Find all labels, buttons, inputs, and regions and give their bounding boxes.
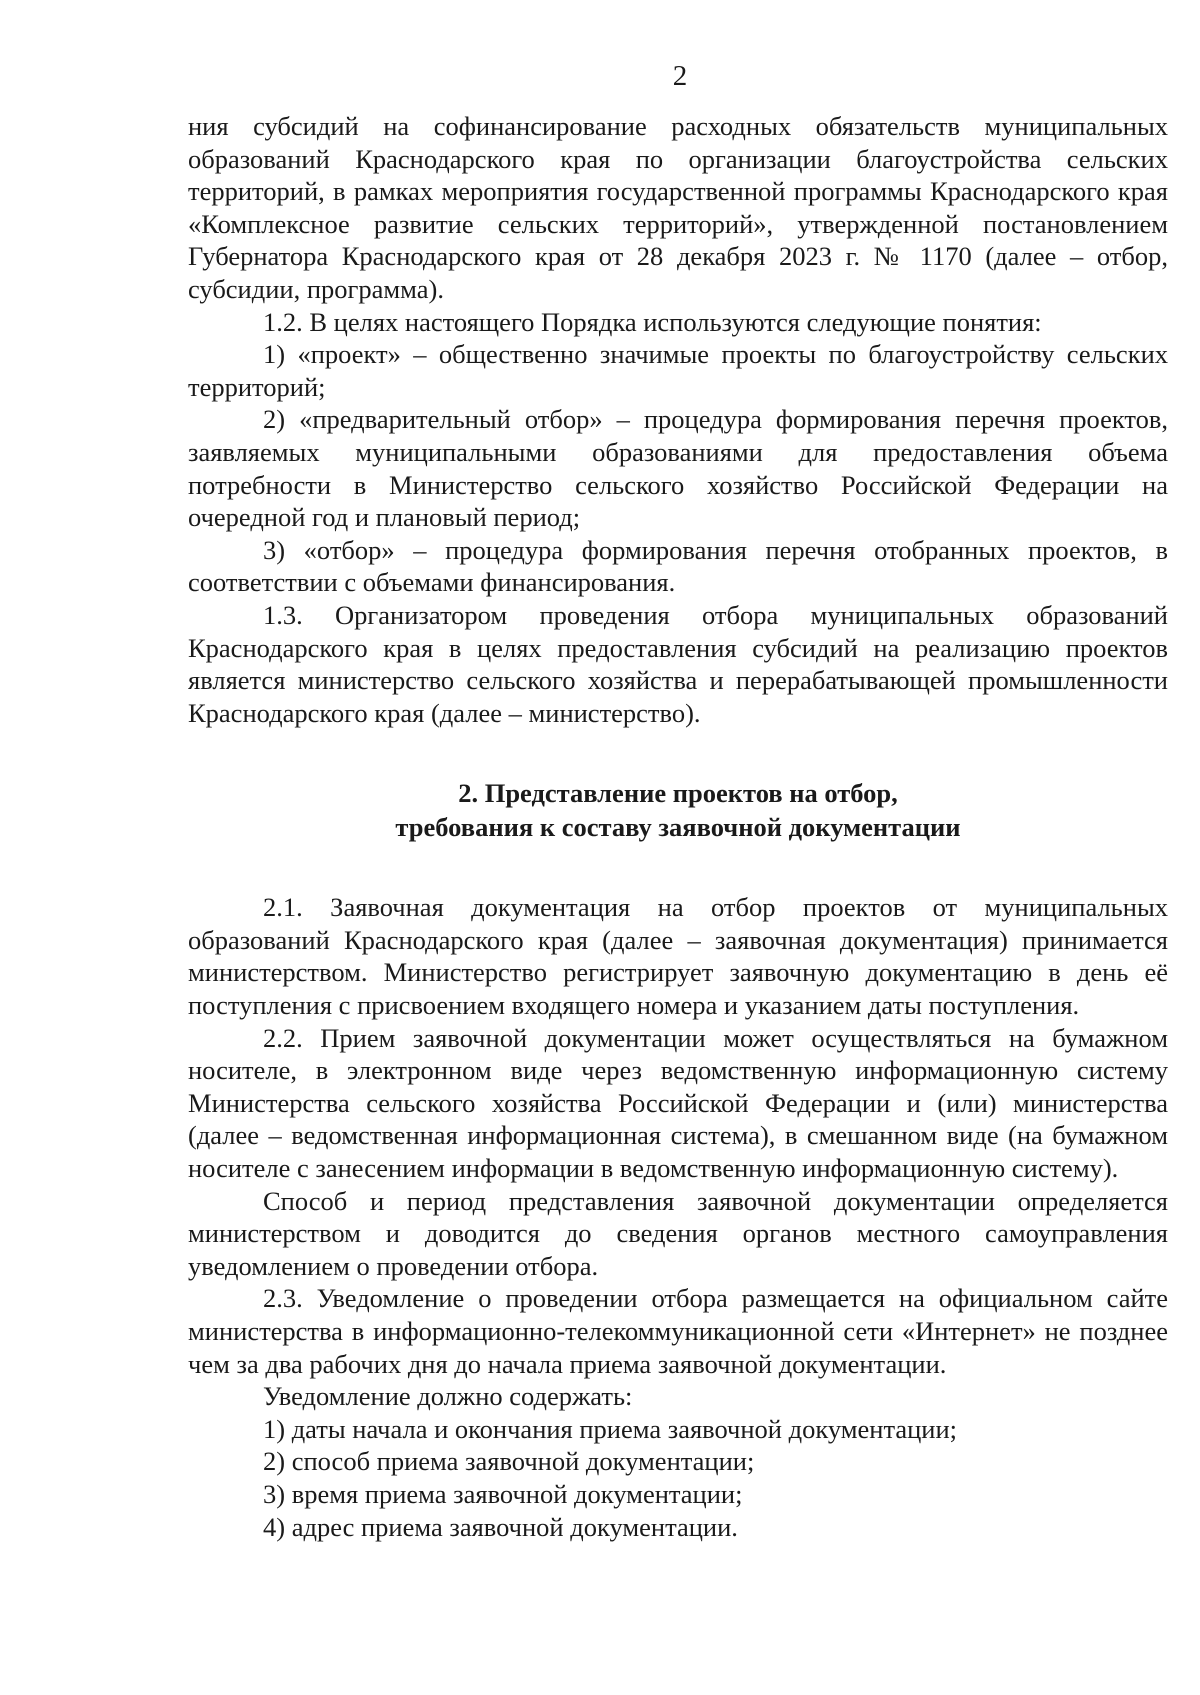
list-item-time: 3) время приема заявочной документации;: [263, 1478, 743, 1509]
definition-selection: 3) «отбор» – процедура формирования перечня отобранных проектов, в соответствии с объемами финансирования.: [188, 534, 1168, 598]
page-number: 2: [672, 60, 688, 92]
list-item-address: 4) адрес приема заявочной документации.: [263, 1511, 738, 1542]
paragraph-1-2: 1.2. В целях настоящего Порядка используются следующие понятия:: [263, 306, 1042, 337]
paragraph-continuation: ния субсидий на софинансирование расходных обязательств муниципальных образований Краснодарского края по организации благоустройства сельских территорий, в рамках мероприятия государственной программы Краснодарского края «Комплексное развитие сельских территорий», утвержденной постановлением Губернатора Краснодарского края от 28 декабря 2023 г. № 1170 (далее – отбор, субсидии, программа).: [188, 111, 1168, 304]
list-item-dates: 1) даты начала и окончания приема заявочной документации;: [263, 1413, 958, 1444]
paragraph-submission-method: Способ и период представления заявочной документации определяется министерством и доводится до сведения органов местного самоуправления уведомлением о проведении отбора.: [188, 1185, 1168, 1281]
paragraph-notice-contents: Уведомление должно содержать:: [263, 1381, 633, 1412]
section-heading: [188, 776, 1168, 844]
document-body: [188, 110, 1168, 1543]
list-item-method: 2) способ приема заявочной документации;: [263, 1446, 755, 1477]
section-heading-line-2: требования к составу заявочной документации: [395, 812, 961, 843]
definition-project: 1) «проект» – общественно значимые проекты по благоустройству сельских территорий;: [188, 339, 1168, 402]
paragraph-2-1: 2.1. Заявочная документация на отбор проектов от муниципальных образований Краснодарского края (далее – заявочная документация) принимается министерством. Министерство регистрирует заявочную документацию в день её поступления с присвоением входящего номера и указанием даты поступления.: [188, 892, 1168, 1021]
paragraph-2-3: 2.3. Уведомление о проведении отбора размещается на официальном сайте министерства в информационно-телекоммуникационной сети «Интернет» не позднее чем за два рабочих дня до начала приема заявочной документации.: [188, 1283, 1168, 1379]
section-heading-line-1: 2. Представление проектов на отбор,: [458, 778, 898, 809]
definition-preliminary-selection: 2) «предварительный отбор» – процедура формирования перечня проектов, заявляемых муниципальными образованиями для предоставления объема потребности в Министерство сельского хозяйство Российской Федерации на очередной год и плановый период;: [188, 404, 1168, 533]
paragraph-2-2: 2.2. Прием заявочной документации может осуществляться на бумажном носителе, в электронном виде через ведомственную информационную систему Министерства сельского хозяйства Российской Федерации и (или) министерства (далее – ведомственная информационная система), в смешанном виде (на бумажном носителе с занесением информации в ведомственную информационную систему).: [188, 1022, 1168, 1184]
paragraph-1-3: 1.3. Организатором проведения отбора муниципальных образований Краснодарского края в целях предоставления субсидий на реализацию проектов является министерство сельского хозяйства и перерабатывающей промышленности Краснодарского края (далее – министерство).: [188, 599, 1168, 728]
